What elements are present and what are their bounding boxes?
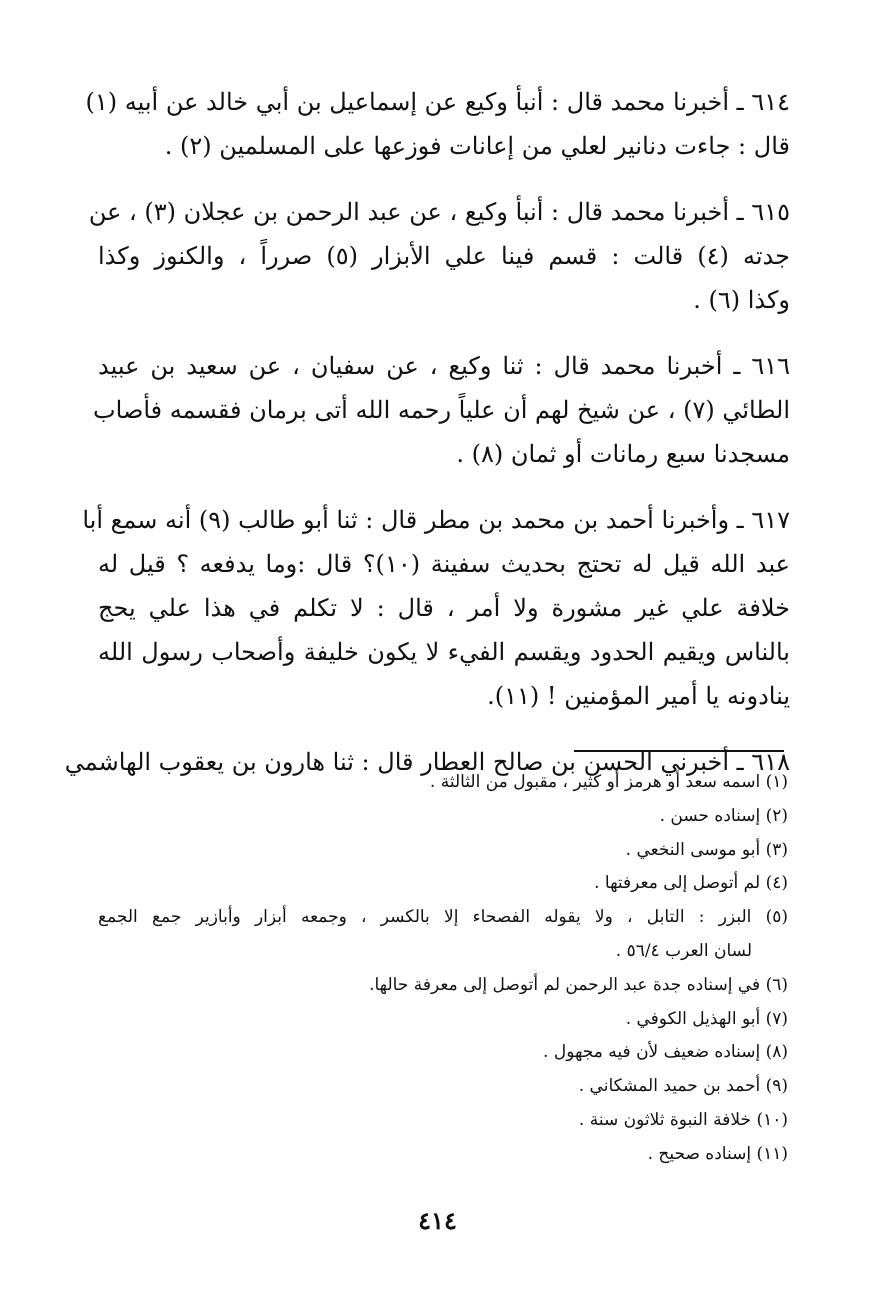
footnote-separator: [574, 750, 784, 752]
entry-line: ٦١٧ ـ وأخبرنا أحمد بن محمد بن مطر قال : ثنا أبو طالب (٩) أنه سمع أبا: [82, 506, 790, 534]
footnotes: [98, 766, 788, 1172]
entry-line: مسجدنا سبع رمانات أو ثمان (٨) .: [456, 440, 790, 468]
entry-614: [85, 80, 790, 168]
footnote: (١١) إسناده صحيح .: [647, 1143, 788, 1164]
footnote: (٤) لم أتوصل إلى معرفتها .: [594, 873, 788, 894]
footnote: (٩) أحمد بن حميد المشكاني .: [578, 1076, 788, 1097]
entry-line: جدته (٤) قالت : قسم فينا علي الأبزار (٥) صرراً ، والكنوز وكذا: [98, 242, 790, 270]
entry-line: عبد الله قيل له تحتج بحديث سفينة (١٠)؟ قال :وما يدفعه ؟ قيل له: [98, 550, 791, 578]
entry-615: [88, 190, 790, 322]
entry-616: [93, 344, 790, 476]
entry-617: [82, 498, 791, 718]
entry-line: قال : جاءت دنانير لعلي من إعانات فوزعها على المسلمين (٢) .: [164, 132, 790, 160]
entry-line: ٦١٤ ـ أخبرنا محمد قال : أنبأ وكيع عن إسماعيل بن أبي خالد عن أبيه (١): [85, 88, 790, 116]
footnote: (٣) أبو موسى النخعي .: [625, 839, 788, 860]
footnote: (٦) في إسناده جدة عبد الرحمن لم أتوصل إلى معرفة حالها.: [369, 974, 788, 995]
entry-line: ٦١٨ ـ أخبرني الحسن بن صالح العطار قال : ثنا هارون بن يعقوب الهاشمي: [64, 748, 790, 776]
entry-line: ٦١٥ ـ أخبرنا محمد قال : أنبأ وكيع ، عن عبد الرحمن بن عجلان (٣) ، عن: [88, 198, 790, 226]
footnote: (٨) إسناده ضعيف لأن فيه مجهول .: [543, 1042, 788, 1063]
entry-line: بالناس ويقيم الحدود ويقسم الفيء لا يكون خليفة وأصحاب رسول الله: [98, 638, 790, 666]
footnote: (٥) البزر : التابل ، ولا يقوله الفصحاء إلا بالكسر ، وجمعه أبزار وأبازير جمع الجمع: [98, 907, 788, 928]
footnote-continuation: لسان العرب ٥٦/٤ .: [615, 940, 752, 961]
footnote: (١٠) خلافة النبوة ثلاثون سنة .: [578, 1109, 788, 1130]
entry-line: ينادونه يا أمير المؤمنين ! (١١).: [487, 682, 790, 710]
footnote: (٧) أبو الهذيل الكوفي .: [625, 1008, 788, 1029]
entry-line: ٦١٦ ـ أخبرنا محمد قال : ثنا وكيع ، عن سفيان ، عن سعيد بن عبيد: [98, 352, 790, 380]
footnote: (٢) إسناده حسن .: [659, 805, 788, 826]
page-number: ٤١٤: [418, 1206, 457, 1235]
footnote: (١) اسمه سعد أو هرمز أو كثير ، مقبول من الثالثة .: [429, 772, 788, 792]
entry-line: خلافة علي غير مشورة ولا أمر ، قال : لا تكلم في هذا علي يحج: [98, 594, 790, 622]
main-text: [64, 80, 791, 806]
entry-line: الطائي (٧) ، عن شيخ لهم أن علياً رحمه الله أتى برمان فقسمه فأصاب: [93, 396, 790, 424]
entry-line: وكذا (٦) .: [693, 286, 790, 314]
